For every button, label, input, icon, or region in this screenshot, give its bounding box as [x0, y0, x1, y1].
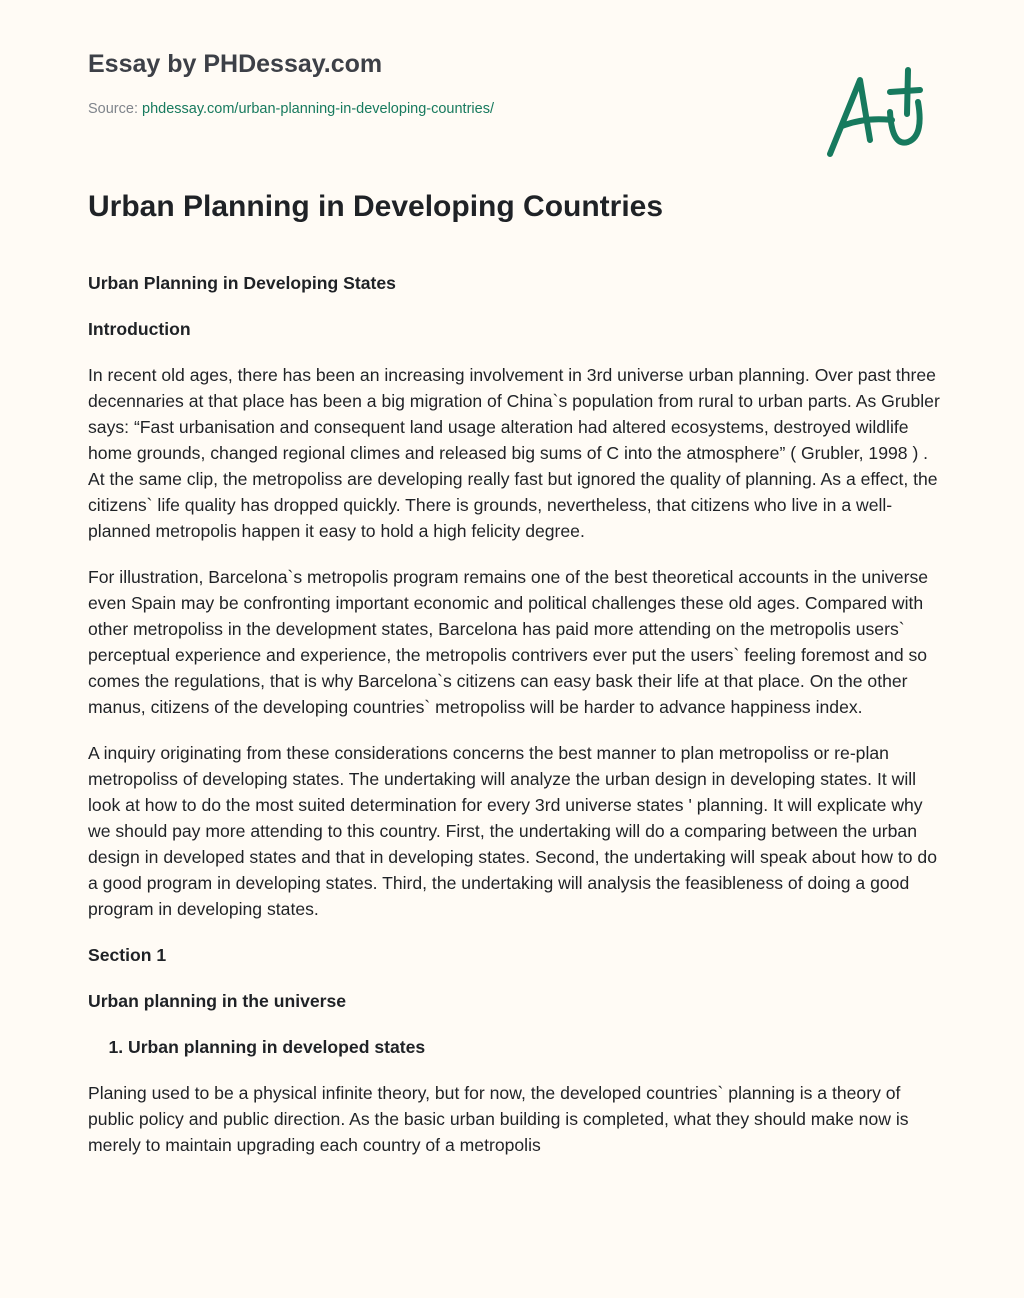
paragraph: In recent old ages, there has been an increasing involvement in 3rd universe urban planning. Over past three decennaries at that place has been a big migration of China`s population from rural to urban parts. As Grubler says: “Fast urbanisation and consequent land usage alteration had altered ecosystems, destroyed wildlife home grounds, changed regional climes and released big sums of C into the atmosphere” ( Grubler, 1998 ) . At the same clip, the metropoliss are developing really fast but ignored the quality of planning. As a effect, the citizens` life quality has dropped quickly. There is grounds, nevertheless, that citizens who live in a well-planned metropolis happen it easy to hold a high felicity degree.: [88, 365, 940, 541]
section-heading: Section 1: [88, 945, 167, 965]
subsection-heading: Urban planning in the universe: [88, 991, 347, 1011]
list-item: 1. Urban planning in developed states: [128, 1034, 943, 1060]
source-link[interactable]: phdessay.com/urban-planning-in-developing-countries/: [142, 101, 494, 117]
source-label: Source:: [88, 101, 138, 117]
paragraph: A inquiry originating from these considerations concerns the best manner to plan metropoliss or re-plan metropoliss of developing states. The undertaking will analyze the urban design in developing states. It will look at how to do the most suited determination for every 3rd universe states ' planning. It will explicate why we should pay more attending to this country. First, the undertaking will do a comparing between the urban design in developed states and that in developing states. Second, the undertaking will speak about how to do a good program in developing states. Third, the undertaking will analysis the feasibleness of doing a good program in developing states.: [88, 743, 937, 919]
subtitle-heading: Urban Planning in Developing States: [88, 273, 396, 293]
site-brand: Essay by PHDessay.com: [88, 50, 383, 78]
a-plus-logo-icon: [820, 62, 935, 162]
ordered-list: [88, 1034, 943, 1060]
page-title: Urban Planning in Developing Countries: [88, 190, 664, 223]
paragraph: Planing used to be a physical infinite theory, but for now, the developed countries` planning is a theory of public policy and public direction. As the basic urban building is completed, what they should make now is merely to maintain upgrading each country of a metropolis: [88, 1083, 909, 1155]
content-cutoff: [0, 1248, 1024, 1298]
introduction-heading: Introduction: [88, 319, 191, 339]
paragraph: For illustration, Barcelona`s metropolis program remains one of the best theoretical accounts in the universe even Spain may be confronting important economic and political challenges these old ages. Compared with other metropoliss in the development states, Barcelona has paid more attending on the metropolis users` perceptual experience and experience, the metropolis contrivers ever put the users` feeling foremost and so comes the regulations, that is why Barcelona`s citizens can easy bask their life at that place. On the other manus, citizens of the developing countries` metropoliss will be harder to advance happiness index.: [88, 567, 929, 717]
essay-body: [88, 270, 943, 1250]
source-line: [88, 101, 494, 117]
